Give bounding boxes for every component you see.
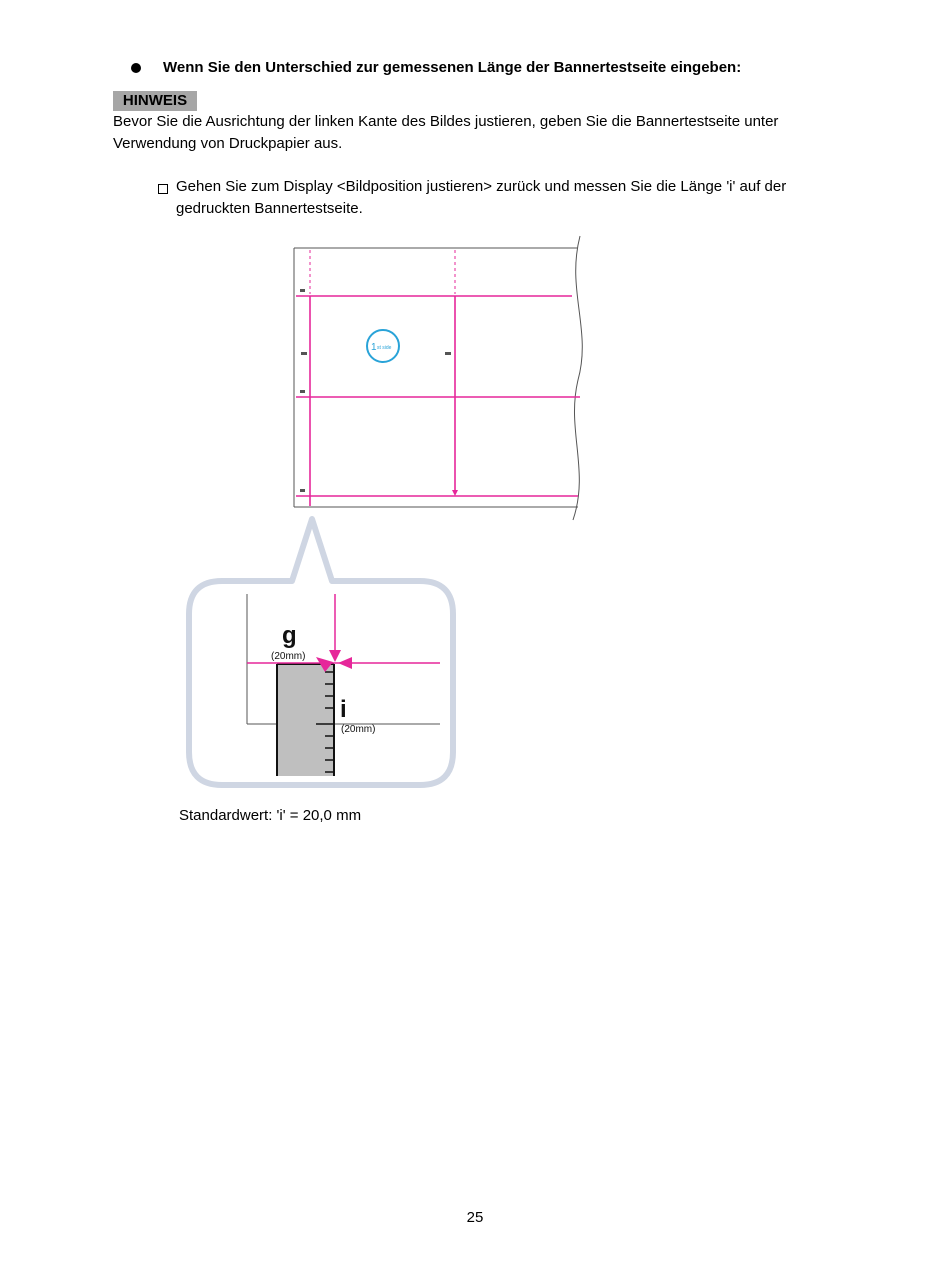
- step-text-line-1: Gehen Sie zum Display <Bildposition justieren> zurück und messen Sie die Länge 'i' auf der: [176, 178, 787, 195]
- label-g-value: (20mm): [271, 651, 306, 662]
- dashed-guides: [310, 250, 455, 294]
- note-badge: HINWEIS: [113, 91, 197, 111]
- note-text-line-2: Verwendung von Druckpapier aus.: [113, 135, 343, 152]
- badge-label: st side: [377, 345, 392, 351]
- step-text-line-2: gedruckten Bannertestseite.: [176, 200, 363, 217]
- label-i: i: [340, 696, 347, 723]
- page-number: 25: [466, 1209, 484, 1226]
- section-heading: Wenn Sie den Unterschied zur gemessenen Länge der Bannertestseite eingeben:: [163, 59, 742, 76]
- label-i-value: (20mm): [341, 724, 376, 735]
- badge-number: 1: [371, 342, 377, 353]
- paper-outline: [294, 236, 582, 520]
- margin-marks: [300, 289, 451, 492]
- first-side-badge: [367, 330, 399, 362]
- default-value-text: Standardwert: 'i' = 20,0 mm: [179, 807, 362, 824]
- magenta-grid: [296, 296, 580, 506]
- label-g: g: [282, 622, 297, 649]
- scale-ruler: [277, 664, 334, 776]
- note-text-line-1: Bevor Sie die Ausrichtung der linken Kante des Bildes justieren, geben Sie die Bannertestseite unter: [113, 113, 779, 130]
- grid-arrow-icon: [452, 490, 458, 496]
